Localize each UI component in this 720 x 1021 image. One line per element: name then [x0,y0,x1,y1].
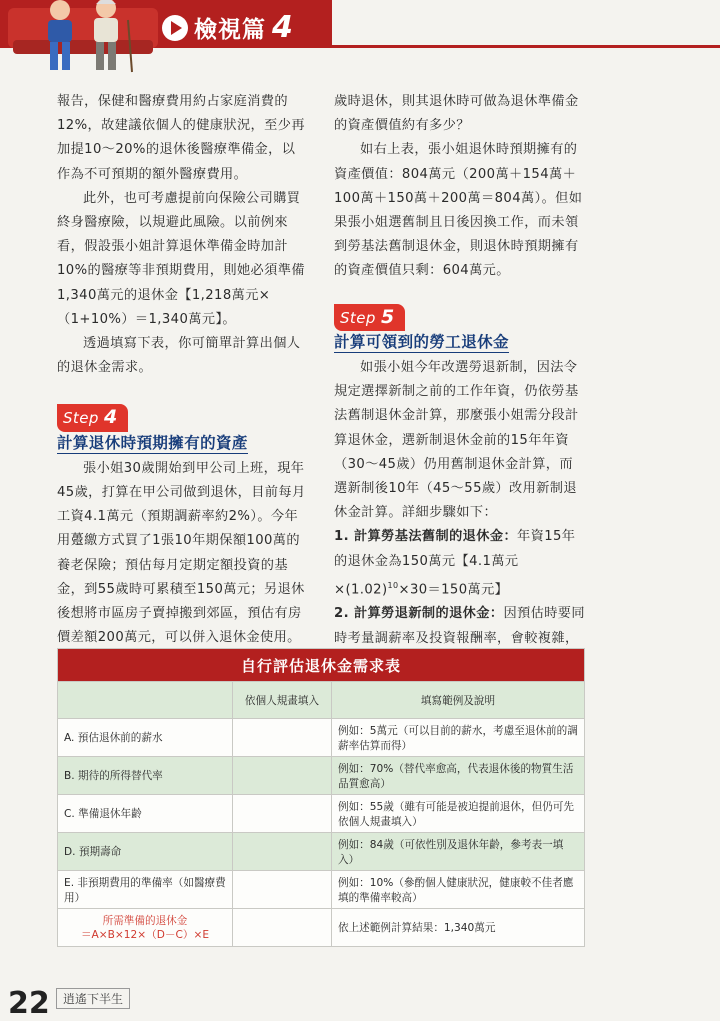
row-label: B. 期待的所得替代率 [58,757,233,795]
table-title: 自行評估退休金需求表 [58,649,585,682]
example-cell: 例如：5萬元（可以目前的薪水，考慮至退休前的調薪率估算而得） [332,719,585,757]
fill-cell[interactable] [233,795,332,833]
row-label: E. 非預期費用的準備率（如醫療費用） [58,871,233,909]
section-title: 檢視篇 4 [194,10,294,45]
page-header [0,0,720,48]
paragraph: 如右上表，張小姐退休時預期擁有的資產價值：804萬元（200萬＋154萬＋100萬＋150萬＋200萬＝804萬）。但如果張小姐選舊制且日後因換工作，而未領到勞基法舊制退休金，則退休時預期擁有的資產價值只剩：604萬元。 [334,142,583,279]
result-cell: 依上述範例計算結果：1,340萬元 [332,909,585,947]
fill-cell[interactable] [233,909,332,947]
play-icon [162,15,188,41]
left-column [57,90,307,675]
paragraph: 張小姐30歲開始到甲公司上班，現年45歲，打算在甲公司做到退休，目前每月工資4.1萬元（預期調薪率約2%）。今年用躉繳方式買了1張10年期保額100萬的養老保險；預估每月定期定額投資的基金，到55歲時可累積至150萬元；另退休後想將市區房子賣掉搬到郊區，預估有房價差額200萬元，可以併入退休金使用。 [57,460,306,646]
row-label: D. 預期壽命 [58,833,233,871]
row-label: A. 預估退休前的薪水 [58,719,233,757]
paragraph: 此外，也可考慮提前向保險公司購買終身醫療險，以規避此風險。以前例來看，假設張小姐計算退休準備金時加計10%的醫療等非預期費用，則她必須準備1,340萬元的退休金【1,218萬元×（1+10%）＝1,340萬元】。 [57,190,305,327]
column-header: 填寫範例及說明 [332,682,585,719]
fill-cell[interactable] [233,719,332,757]
row-label: C. 準備退休年齡 [58,795,233,833]
list-item: 1. 計算勞基法舊制的退休金：年資15年的退休金為150萬元【4.1萬元$\times(1.02)^{10}\times 30=150$萬元】 [334,529,576,598]
example-cell: 例如：10%（參酌個人健康狀況，健康較不佳者應填的準備率較高） [332,871,585,909]
fill-cell[interactable] [233,757,332,795]
step-5-heading: 計算可領到的勞工退休金 [334,332,509,351]
step-4-heading: 計算退休時預期擁有的資產 [57,433,248,452]
paragraph: 如張小姐今年改選勞退新制，因法令規定選擇新制之前的工作年資，仍依勞基法舊制退休金計算，那麼張小姐需分段計算退休金，選新制退休金前的15年年資（30～45歲）仍用舊制退休金計算，而選新制後10年（45～55歲）改用新制退休金計算。詳細步驟如下： [334,360,579,521]
column-header: 依個人規畫填入 [233,682,332,719]
list-item: 2. 計算勞退新制的退休金：因預估時要同時考量調薪率及投資報酬率，會較複雜， [334,606,585,646]
step-5-badge: Step 5 [334,304,405,331]
page-number: 22 [8,986,50,1021]
formula-cell: 所需準備的退休金 ＝A×B×12×（D－C）×E [58,909,233,947]
fill-cell[interactable] [233,833,332,871]
fill-cell[interactable] [233,871,332,909]
book-title: 逍遙下半生 [56,988,130,1009]
retirement-needs-table [57,648,585,947]
example-cell: 例如：70%（替代率愈高，代表退休後的物質生活品質愈高） [332,757,585,795]
elderly-couple-illustration [8,0,158,75]
step-4-badge: Step 4 [57,404,128,431]
example-cell: 例如：55歲（雖有可能是被迫提前退休，但仍可先依個人規畫填入） [332,795,585,833]
paragraph: 透過填寫下表，你可簡單計算出個人的退休金需求。 [57,336,301,376]
right-column [334,90,586,651]
paragraph: 報告，保健和醫療費用約占家庭消費的12%，故建議依個人的健康狀況，至少再加提10～20%的退休後醫療準備金，以作為不可預期的額外醫療費用。 [57,94,305,182]
section-number: 4 [272,10,294,45]
paragraph: 歲時退休，則其退休時可做為退休準備金的資產價值約有多少？ [334,94,579,134]
example-cell: 例如：84歲（可依性別及退休年齡，參考表一填入） [332,833,585,871]
